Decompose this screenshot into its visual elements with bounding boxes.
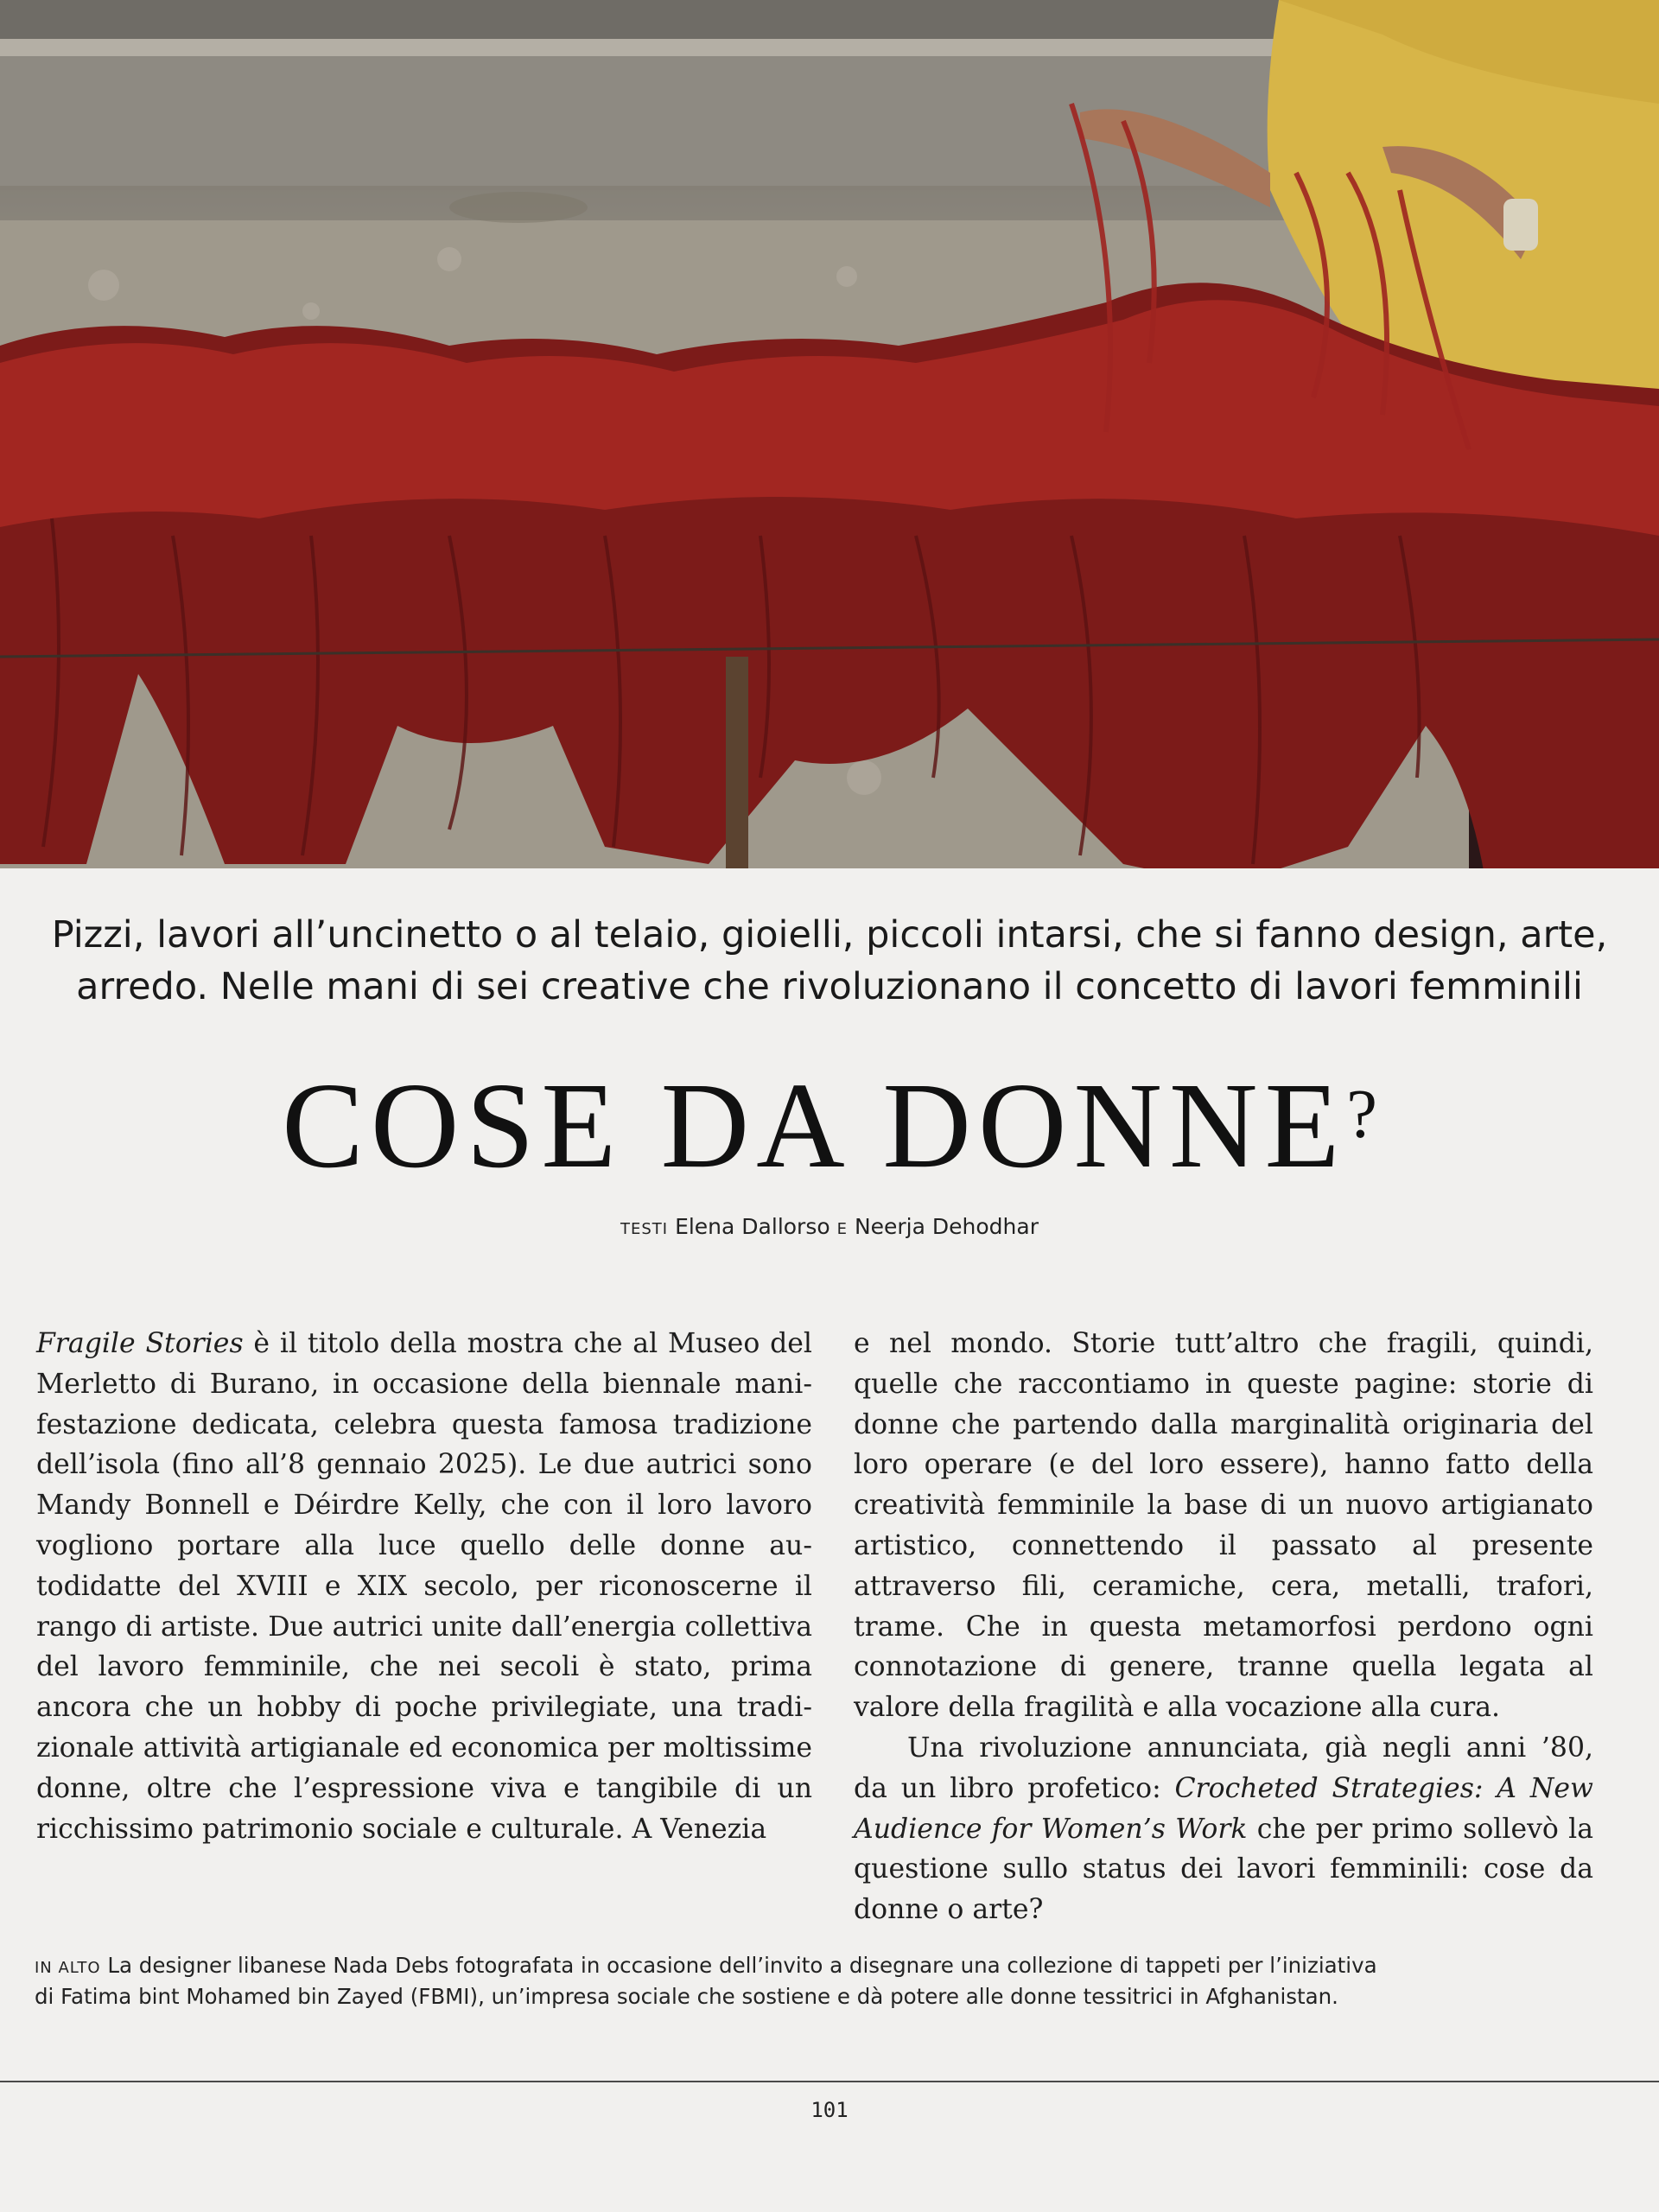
byline-conjunction: E (836, 1220, 848, 1238)
body-text: che per primo sollevò la questione sullo status dei lavori femminili: cose da donne o arte? (854, 1813, 1593, 1926)
book-title: Crocheted Strategies: A New Audience for Women’s Work (854, 1772, 1593, 1845)
byline-label: TESTI (620, 1220, 669, 1238)
caption-label: IN ALTO (35, 1959, 101, 1977)
standfirst (26, 909, 1633, 1013)
body-paragraph: e nel mondo. Storie tutt’altro che fragili, quindi, quelle che raccontiamo in queste pagine: storie di donne che partendo dalla marginalità originaria del loro operare (e del loro essere), hanno fatto della creatività femminile la base di un nuovo artigianato artistico, connettendo il passato al presente attraverso fili, ceramiche, cera, metalli, trafori, trame. Che in questa metamorfosi perdono ogni connotazione di genere, tranne quella legata al valore della fragilità e alla vocazione alla cura. (854, 1328, 1593, 1724)
hero-photo (0, 0, 1659, 886)
page-number: 101 (810, 2098, 849, 2122)
headline-question-mark: ? (1346, 1077, 1377, 1153)
body-column-right (854, 1324, 1593, 1930)
footer-rule (0, 2081, 1659, 2082)
byline-author: Elena Dallorso (675, 1214, 830, 1239)
body-paragraph (854, 1728, 1593, 1930)
exhibition-title: Fragile Stories (36, 1328, 244, 1359)
headline-text: COSE DA DONNE (282, 1057, 1347, 1193)
photo-caption (35, 1951, 1503, 2011)
caption-text: La designer libanese Nada Debs fotografata in occasione dell’invito a disegnare una collezione di tappeti per l’iniziativa (107, 1953, 1377, 1978)
standfirst-line: arredo. Nelle mani di sei creative che rivoluzionano il concetto di lavori femminili (76, 965, 1583, 1008)
byline (0, 1214, 1659, 1239)
body-text: è il titolo della mostra che al Museo del Merletto di Burano, in occasione della biennale manifestazione dedicata, celebra questa famosa tradizione dell’isola (fino all’8 gennaio 2025). Le due autrici sono Mandy Bonnell e Déirdre Kelly, che con il loro lavoro vogliono portare alla luce quello delle donne autodidatte del XVIII e XIX secolo, per riconoscerne il rango di artiste. Due autrici unite dall’energia collettiva del lavoro femminile, che nei secoli è stato, prima ancora che un hobby di poche privilegiate, una tradizionale attività artigianale ed economica per moltissime donne, oltre che l’espressione viva e tangibile di un ricchissimo patrimonio sociale e culturale. A Venezia (36, 1328, 812, 1845)
body-column-left (36, 1324, 812, 1849)
photo-weaver-red-yarn-icon (0, 0, 1659, 886)
caption-text: di Fatima bint Mohamed bin Zayed (FBMI), un’impresa sociale che sostiene e dà potere alle donne tessitrici in Afghanistan. (35, 1984, 1338, 2009)
body-text: Una rivoluzione annunciata, già negli anni ’80, da un libro profetico: (854, 1732, 1593, 1804)
standfirst-line: Pizzi, lavori all’uncinetto o al telaio, gioielli, piccoli intarsi, che si fanno design, arte, (51, 913, 1608, 957)
body-paragraph (36, 1324, 812, 1849)
headline (0, 1050, 1659, 1193)
byline-author: Neerja Dehodhar (854, 1214, 1039, 1239)
